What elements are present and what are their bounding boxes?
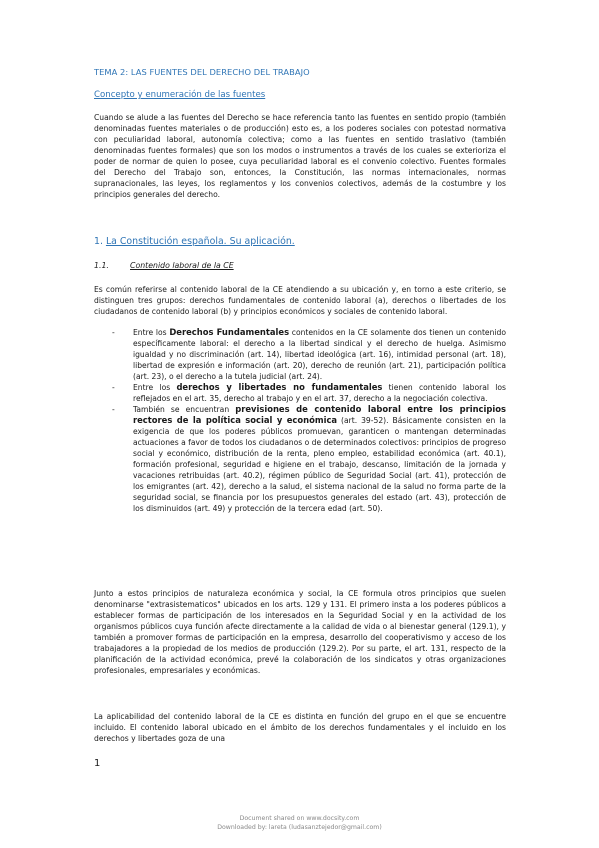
item-text: Entre los: [133, 328, 170, 337]
dash-marker: -: [112, 405, 115, 414]
dash-marker: -: [112, 383, 115, 392]
subheading-contenido-laboral: [94, 261, 234, 270]
footer-shared: Document shared on www.docsity.com: [239, 815, 360, 822]
heading-constitucion: [94, 236, 295, 247]
page-number: 1: [94, 758, 101, 769]
item-text: (art. 39-52). Básicamente consisten en la exigencia de que los poderes públicos promuevan, garanticen o mantengan determinadas actuaciones a favor de todos los ciudadanos o de determinados colectivos: principios de progreso social y económico, distribución de la renta, pleno empleo, estabilidad económica (art. 40.1), formación profesional, seguridad e higiene en el trabajo, descanso, limitación de la jornada y vacaciones retribuidas (art. 40.2), régimen público de Seguridad Social (art. 41), protección de los emigrantes (art. 42), derecho a la salud, el sistema nacional de la salud no forma parte de la seguridad social, se financia por los presupuestos generales del estado (art. 43), protección de los disminuidos (art. 49) y protección de la tercera edad (art. 50).: [133, 416, 506, 513]
footer-downloaded: Downloaded by: lareta (ludasanztejedor@gmail.com): [217, 824, 382, 831]
bullet-list: [104, 327, 506, 514]
item-bold-text: Derechos Fundamentales: [169, 327, 290, 337]
item-bold-text: derechos y libertades no fundamentales: [176, 382, 383, 392]
item-bold-text: previsiones de contenido laboral entre los principios rectores de la política social y económica: [133, 404, 506, 425]
paragraph-grupos: Es común referirse al contenido laboral de la CE atendiendo a su ubicación y, en torno a este criterio, se distinguen tres grupos: derechos fundamentales de contenido laboral (a), derechos o libertades de los ciudadanos de contenido laboral (b) y principios económicos y sociales de contenido laboral.: [94, 285, 506, 316]
paragraph-aplicabilidad: La aplicabilidad del contenido laboral de la CE es distinta en función del grupo en el que se encuentre incluido. El contenido laboral ubicado en el ámbito de los derechos fundamentales y el incluido en los derechos y libertades goza de una: [94, 712, 506, 743]
subheading-number: 1.1.: [94, 261, 109, 270]
document-title: TEMA 2: LAS FUENTES DEL DERECHO DEL TRABAJO: [94, 67, 310, 77]
subheading-text: Contenido laboral de la CE: [130, 261, 234, 270]
list-item: [104, 404, 506, 514]
dash-marker: -: [112, 328, 115, 337]
heading-number: 1.: [94, 236, 103, 247]
item-text: También se encuentran: [133, 405, 236, 414]
section-heading: Concepto y enumeración de las fuentes: [94, 90, 266, 100]
list-item: [104, 327, 506, 382]
item-text: tienen contenido laboral los reflejados en el art. 35, derecho al trabajo y en el art. 37, derecho a la negociación colectiva.: [133, 383, 506, 403]
paragraph-extrasistematicos: Junto a estos principios de naturaleza económica y social, la CE formula otros principios que suelen denominarse "extrasistematicos" ubicados en los arts. 129 y 131. El primero insta a los poderes públicos a establecer formas de participación de los interesados en la Seguridad Social y en la actividad de los organismos públicos cuya función afecte directamente a la calidad de vida o al bienestar general (129.1), y también a promover formas de participación en la empresa, desarrollo del cooperativismo y acceso de los trabajadores a la propiedad de los medios de producción (129.2). Por su parte, el art. 131, respecto de la planificación de la actividad económica, prevé la colaboración de los sindicatos y otras organizaciones profesionales, empresariales y económicas.: [94, 589, 506, 675]
intro-paragraph: Cuando se alude a las fuentes del Derecho se hace referencia tanto las fuentes en sentido propio (también denominadas fuentes materiales o de producción) esto es, a los poderes sociales con potestad normativa con peculiaridad laboral, autonomía colectiva; como a las fuentes en sentido traslativo (también denominadas fuentes formales) que son los modos o instrumentos a través de los cuales se exterioriza el poder de normar de quien lo posee, cuya peculiaridad laboral es el convenio colectivo. Fuentes formales del Derecho del Trabajo son, entonces, la Constitución, las normas internacionales, normas supranacionales, las leyes, los reglamentos y los convenios colectivos, además de la costumbre y los principios generales del derecho.: [94, 113, 506, 199]
heading-text: La Constitución española. Su aplicación.: [105, 236, 295, 247]
list-item: [104, 382, 506, 404]
item-text: contenidos en la CE solamente dos tienen un contenido específicamente laboral: el derecho a la libertad sindical y el derecho de huelga. Asimismo igualdad y no discriminación (art. 14), libertad ideológica (art. 16), intimidad personal (art. 18), libertad de expresión e información (art. 20), derecho de reunión (art. 21), participación política (art. 23), o el derecho a la tutela judicial (art. 24).: [133, 328, 506, 381]
item-text: Entre los: [133, 383, 177, 392]
